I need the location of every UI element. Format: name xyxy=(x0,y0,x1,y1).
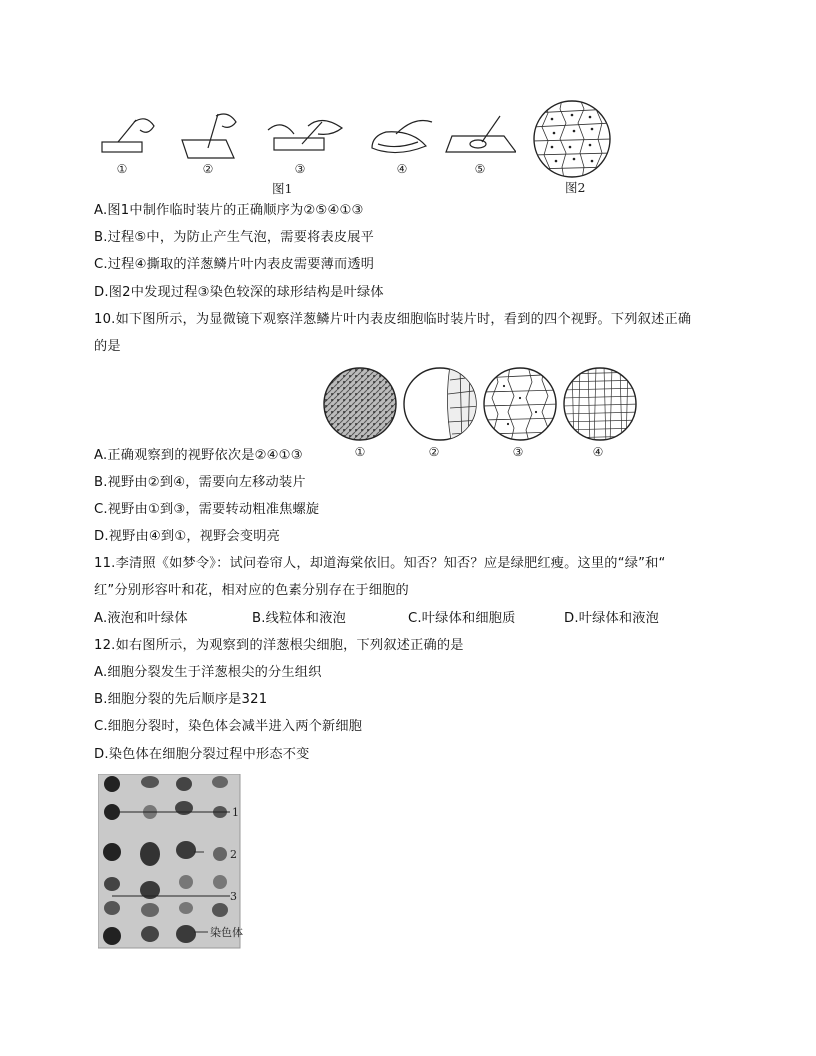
q10-option-b: B.视野由②到④，需要向左移动装片 xyxy=(94,475,306,490)
q11-option-c: C.叶绿体和细胞质 xyxy=(408,611,516,626)
photo-label-1: 1 xyxy=(232,806,239,819)
q9-option-d: D.图2中发现过程③染色较深的球形结构是叶绿体 xyxy=(94,285,384,300)
figure-1-slide-steps xyxy=(96,100,516,180)
q11-option-a: A.液泡和叶绿体 xyxy=(94,611,188,626)
step-label-5: ⑤ xyxy=(474,162,486,176)
figure-1-caption: 图1 xyxy=(272,181,293,196)
view-4 xyxy=(562,366,642,446)
view-1 xyxy=(324,368,396,440)
q9-option-a: A.图1中制作临时装片的正确顺序为②⑤④①③ xyxy=(94,203,364,218)
q10-option-c: C.视野由①到③，需要转动粗准焦螺旋 xyxy=(94,502,320,517)
q11-option-b: B.线粒体和液泡 xyxy=(252,611,346,626)
q11-option-d: D.叶绿体和液泡 xyxy=(564,611,660,626)
q10-option-a: A.正确观察到的视野依次是②④①③ xyxy=(94,448,303,463)
view-3 xyxy=(482,366,562,446)
q9-option-b: B.过程⑤中，为防止产生气泡，需要将表皮展平 xyxy=(94,230,375,245)
q10-stem-line2: 的是 xyxy=(94,339,121,354)
q10-option-d: D.视野由④到①，视野会变明亮 xyxy=(94,529,281,544)
view-label-4: ④ xyxy=(592,445,604,459)
photo-label-chromosome: 染色体 xyxy=(210,926,243,939)
q12-option-a: A.细胞分裂发生于洋葱根尖的分生组织 xyxy=(94,665,322,680)
view-label-3: ③ xyxy=(512,445,524,459)
view-2 xyxy=(404,366,482,446)
q12-option-c: C.细胞分裂时，染色体会减半进入两个新细胞 xyxy=(94,719,363,734)
q11-stem-line1: 11.李清照《如梦令》：试问卷帘人，却道海棠依旧。知否？知否？应是绿肥红瘦。这里的“绿”和“ xyxy=(94,556,666,571)
figure-1-drawing xyxy=(96,100,516,180)
figure-2-cells xyxy=(532,99,612,179)
q12-option-d: D.染色体在细胞分裂过程中形态不变 xyxy=(94,747,310,762)
photo-label-2: 2 xyxy=(230,848,237,861)
q10-stem-line1: 10.如下图所示，为显微镜下观察洋葱鳞片叶内表皮细胞临时装片时，看到的四个视野。下列叙述正确 xyxy=(94,312,692,327)
step-label-1: ① xyxy=(116,162,128,176)
view-label-1: ① xyxy=(354,445,366,459)
q11-stem-line2: 红”分别形容叶和花，相对应的色素分别存在于细胞的 xyxy=(94,583,409,598)
step-label-3: ③ xyxy=(294,162,306,176)
step-label-4: ④ xyxy=(396,162,408,176)
view-label-2: ② xyxy=(428,445,440,459)
figure-2-caption: 图2 xyxy=(565,180,586,195)
q12-stem: 12.如右图所示，为观察到的洋葱根尖细胞，下列叙述正确的是 xyxy=(94,638,464,653)
photo-label-3: 3 xyxy=(230,890,237,903)
step-label-2: ② xyxy=(202,162,214,176)
q12-option-b: B.细胞分裂的先后顺序是321 xyxy=(94,692,268,707)
q9-option-c: C.过程④撕取的洋葱鳞片叶内表皮需要薄而透明 xyxy=(94,257,375,272)
q10-microscope-views xyxy=(322,366,642,460)
q12-root-tip-photo xyxy=(98,774,278,950)
